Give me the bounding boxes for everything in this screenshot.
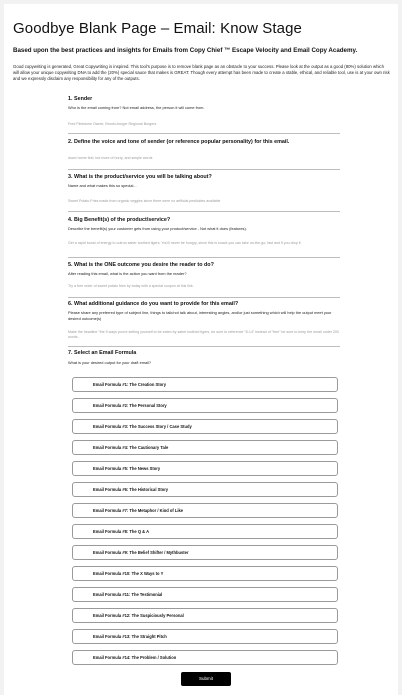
voice-tone-placeholder: down home feel, but more of hurry, and simple words — [68, 156, 153, 160]
submit-button[interactable]: Submit — [181, 672, 231, 686]
formula-option-8[interactable]: Email Formula #8: The Q & A — [72, 524, 338, 539]
guidance-input[interactable] — [68, 328, 340, 347]
sender-placeholder: Fred Flintstone Owner, Bronto-burger Regional Burgers — [68, 122, 157, 126]
question-formula — [68, 350, 340, 366]
benefits-placeholder: Get a rapid boost of energy to outrun saber toothed tigers. You'll never be hungry, since this is snack you can take on-the-go, fast and if you drop it. — [68, 241, 302, 245]
question-title: 6. What additional guidance do you want to provide for this email? — [68, 301, 239, 307]
question-help: Name and what makes this so special... — [68, 183, 137, 188]
question-title: 5. What is the ONE outcome you desire the reader to do? — [68, 262, 214, 268]
question-title: 4. Big Benefit(s) of the product/service? — [68, 217, 171, 223]
product-input[interactable] — [68, 196, 340, 212]
formula-option-12[interactable]: Email Formula #12: The Suspiciously Personal — [72, 608, 338, 623]
question-title: 7. Select an Email Formula — [68, 350, 137, 356]
formula-option-2[interactable]: Email Formula #2: The Personal Story — [72, 398, 338, 413]
page-subtitle: Based upon the best practices and insights for Emails from Copy Chief ™ Escape Velocity and Email Copy Academy. — [13, 47, 358, 54]
question-sender — [68, 96, 340, 111]
sender-input[interactable] — [68, 120, 340, 134]
question-help: What is your desired output for your draft email? — [68, 360, 152, 365]
question-product — [68, 174, 340, 189]
formula-option-5[interactable]: Email Formula #5: The News Story — [72, 461, 338, 476]
intro-text: Good copywriting is generated, Great Copywriting is inspired. This tool's purpose is to remove blank page as an obstacle to your success. Please look at the output as a good (80%) solution which will allow your unique copywriting DNA to add the (20%) special sauce that makes is GREAT. Though every attempt has been made to create a stable, ethical, and reliable tool, use is at your own risk and we expressly disclaim any responsibility for any of the outputs. — [13, 64, 390, 81]
formula-option-10[interactable]: Email Formula #10: The X Ways to Y — [72, 566, 338, 581]
question-help: Describe the benefit(s) your customer gets from using your product/service - Not what it does (features). — [68, 226, 247, 231]
formula-option-9[interactable]: Email Formula #9: The Belief Shifter / Mythbuster — [72, 545, 338, 560]
question-title: 2. Define the voice and tone of sender (or reference popular personality) for this email. — [68, 139, 290, 145]
question-title: 3. What is the product/service you will be talking about? — [68, 174, 212, 180]
question-help: Please share any preferred type of subject line, things to talk/not talk about, interesting angles, and/or just something which will help the output meet your desired outcome(s) — [68, 310, 332, 321]
formula-option-4[interactable]: Email Formula #4: The Cautionary Tale — [72, 440, 338, 455]
question-help: After reading this email, what is the action you want from the reader? — [68, 271, 187, 276]
voice-tone-input[interactable] — [68, 153, 340, 170]
question-benefits — [68, 217, 340, 232]
question-help: Who is the email coming from? Not email address, the person it will come from. — [68, 105, 205, 110]
formula-option-13[interactable]: Email Formula #13: The Straight Pitch — [72, 629, 338, 644]
formula-option-14[interactable]: Email Formula #14: The Problem / Solution — [72, 650, 338, 665]
question-outcome — [68, 262, 340, 277]
question-guidance — [68, 301, 340, 321]
page-title: Goodbye Blank Page – Email: Know Stage — [13, 20, 302, 37]
form-page — [4, 4, 398, 695]
product-placeholder: Sweet Potato Fries made from organic veggies since there were no artificial pesticides available — [68, 199, 221, 203]
formula-option-1[interactable]: Email Formula #1: The Creation Story — [72, 377, 338, 392]
formula-option-6[interactable]: Email Formula #6: The Historical Story — [72, 482, 338, 497]
question-title: 1. Sender — [68, 96, 93, 102]
outcome-placeholder: Try a free order of sweet potato fries by today with a special coupon at this link. — [68, 284, 194, 288]
formula-option-7[interactable]: Email Formula #7: The Metaphor / Kind of Like — [72, 503, 338, 518]
guidance-placeholder: Make the headline "the 5 ways you're setting yourself to be eaten by saber toothed tigers, be sure to reference "8-14" instead of "free" be sure to keep the email under 200 words. — [68, 330, 339, 339]
benefits-input[interactable] — [68, 239, 340, 258]
outcome-input[interactable] — [68, 282, 340, 298]
formula-option-11[interactable]: Email Formula #11: The Testimonial — [72, 587, 338, 602]
question-voice-tone — [68, 139, 340, 146]
formula-option-3[interactable]: Email Formula #3: The Success Story / Case Study — [72, 419, 338, 434]
